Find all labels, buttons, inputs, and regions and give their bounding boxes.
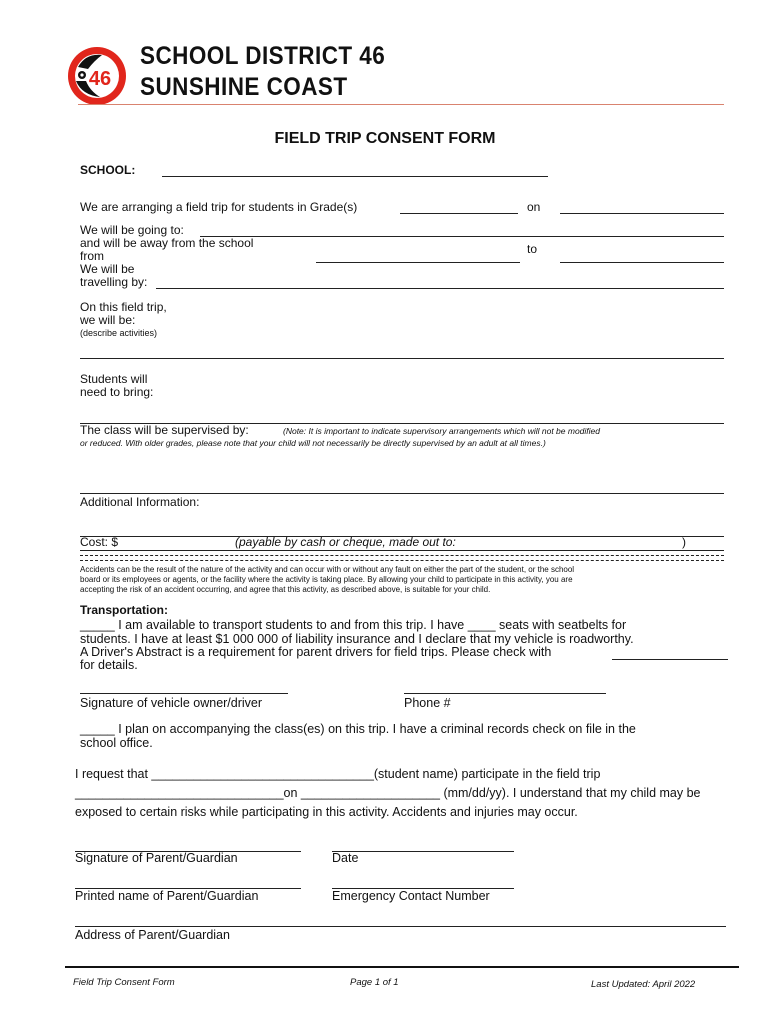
logo-number: 46 [88,68,112,90]
transport-line-3: A Driver's Abstract is a requirement for parent drivers for field trips. Please check with [80,645,552,659]
disclaimer-1: Accidents can be the result of the nature of the activity and can occur with or without any fault on either the part of the student, or the school [80,565,575,574]
activities-label-1: On this field trip, [80,300,167,314]
date-signed-field[interactable] [332,851,514,852]
owner-signature-label: Signature of vehicle owner/driver [80,696,263,710]
footer-right: Last Updated: April 2022 [591,979,696,990]
additional-label: Additional Information: [80,495,200,509]
supervision-note-1: (Note: It is important to indicate supervisory arrangements which will not be modified [283,426,601,436]
cost-field[interactable] [80,550,724,551]
form-title: FIELD TRIP CONSENT FORM [274,130,496,147]
describe-hint: (describe activities) [80,328,158,338]
destination-field[interactable] [200,236,724,237]
printed-name-label: Printed name of Parent/Guardian [75,889,259,903]
transport-heading: Transportation: [80,603,169,617]
travelling-field[interactable] [156,288,724,289]
cost-label: Cost: $ [80,535,119,549]
to-label: to [527,242,538,256]
to-time-field[interactable] [560,262,724,263]
activities-label-2: we will be: [80,313,136,327]
school-label: SCHOOL: [80,163,136,177]
grade-label: We are arranging a field trip for students in Grade(s) [80,200,358,214]
from-time-field[interactable] [316,262,520,263]
date-label: Date [332,851,359,865]
district-name-line1: SCHOOL DISTRICT 46 [140,42,386,70]
footer-left: Field Trip Consent Form [73,977,175,988]
supervised-label: The class will be supervised by: [80,423,249,437]
away-label-1: and will be away from the school [80,236,254,250]
request-line-3: exposed to certain risks while participating in this activity. Accidents and injuries may occur. [75,805,578,819]
check-with-field[interactable] [612,659,728,660]
travelling-label-2: travelling by: [80,275,148,289]
footer-center: Page 1 of 1 [350,977,399,988]
transport-line-2: students. I have at least $1 000 000 of liability insurance and I declare that my vehicle is roadworthy. [80,632,634,646]
parent-signature-label: Signature of Parent/Guardian [75,851,238,865]
on-label: on [527,200,541,214]
district-logo [66,45,128,107]
school-field[interactable] [162,176,548,177]
activities-field[interactable] [80,358,724,359]
supervision-field[interactable] [80,493,724,494]
transport-line-4: for details. [80,658,138,672]
close-paren: ) [682,535,686,549]
phone-field[interactable] [404,693,606,694]
footer-rule [65,966,739,968]
phone-label: Phone # [404,696,451,710]
away-label-2: from [80,249,104,263]
going-to-label: We will be going to: [80,223,184,237]
request-line-1: I request that ________________________________(student name) participate in the field trip [75,767,601,781]
owner-signature-field[interactable] [80,693,288,694]
district-name-line2: SUNSHINE COAST [140,73,348,101]
disclaimer-2: board or its employees or agents, or the facility where the activity is taking place. By allowing your child to participate in this activity, you are [80,575,573,584]
transport-line-1: _____ I am available to transport students to and from this trip. I have ____ seats with seatbelts for [80,618,627,632]
bring-label-2: need to bring: [80,385,154,399]
travelling-label-1: We will be [80,262,135,276]
header-rule [78,104,724,105]
disclaimer-3: accepting the risk of an accident occurring, and agree that this activity, as described above, is suitable for your child. [80,585,491,594]
supervision-note-2: or reduced. With older grades, please note that your child will not necessarily be directly supervised by an adult at all times.) [80,438,546,448]
divider-dashed-2 [80,560,724,561]
accompany-line-1: _____ I plan on accompanying the class(es) on this trip. I have a criminal records check on file in the [80,722,636,736]
address-field[interactable] [75,926,726,927]
bring-label-1: Students will [80,372,148,386]
payable-note: (payable by cash or cheque, made out to: [235,535,456,549]
grade-field[interactable] [400,213,518,214]
date-field[interactable] [560,213,724,214]
emergency-contact-label: Emergency Contact Number [332,889,490,903]
address-label: Address of Parent/Guardian [75,928,230,942]
request-line-2: ______________________________on ____________________ (mm/dd/yy). I understand that my child may be [75,786,701,800]
divider-dashed-1 [80,555,724,556]
accompany-line-2: school office. [80,736,153,750]
